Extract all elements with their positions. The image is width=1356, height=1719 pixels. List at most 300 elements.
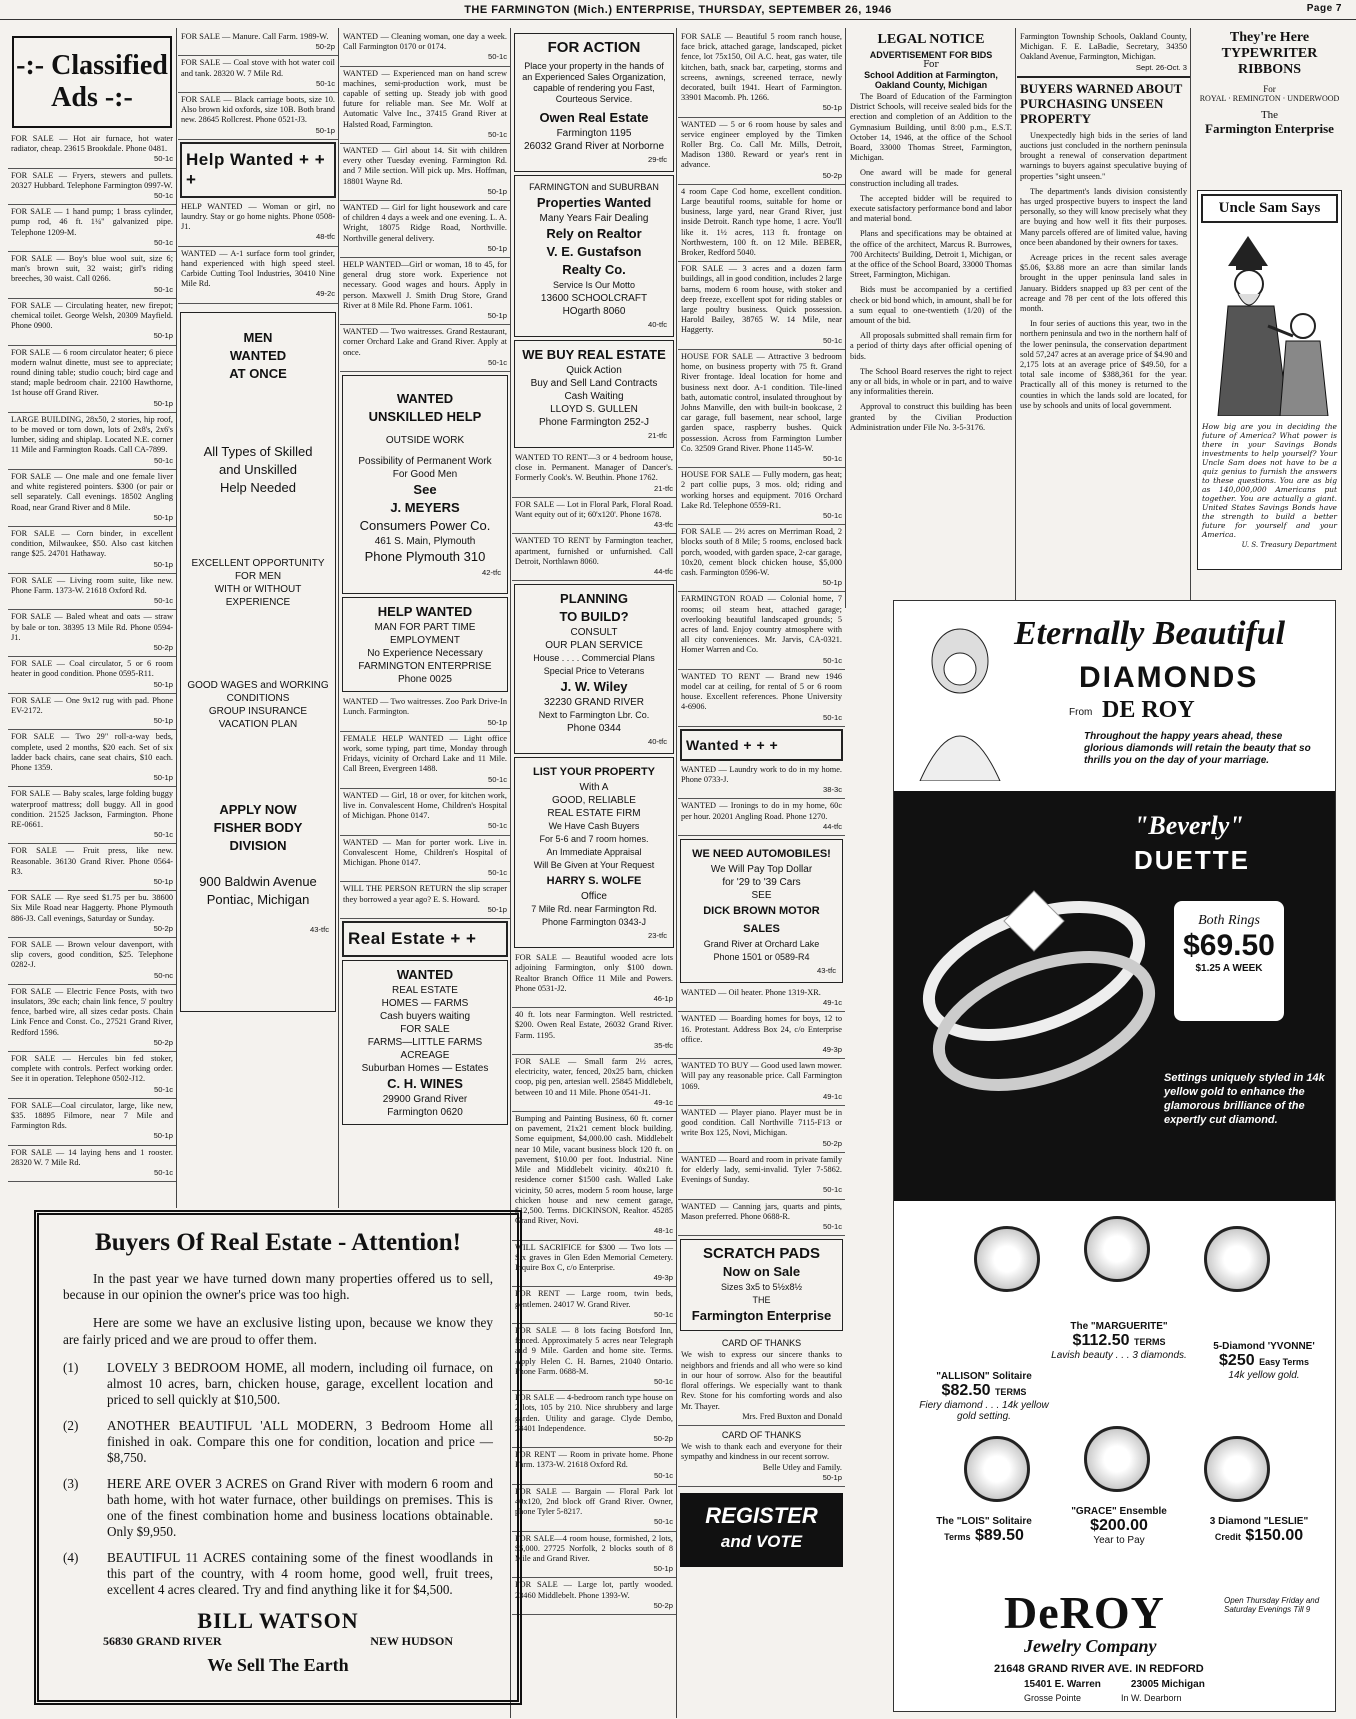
allison-name: "ALLISON" Solitaire (936, 1371, 1032, 1382)
ad-text: WANTED — Girl, 18 or over, for kitchen work, live in. Convalescent Home, Children's Hospital of Michigan. Phone 0147. (343, 790, 507, 821)
classified-ad (8, 574, 176, 611)
duette-weekly: $1.25 A WEEK (1195, 963, 1263, 974)
ad-text: FOR SALE — Fruit press, like new. Reasonable. 36130 Grand River. Phone 0564-R3. (11, 846, 173, 876)
ad-line: MAN FOR PART TIME EMPLOYMENT (374, 622, 476, 647)
ad-text: FOR SALE — 6 room circulator heater; 6 piece modern walnut dinette, must see to appreciate; round dining table; studio couch; bird cage and stand; maple bedroom chair. 22100 Hawthorne, 1st house off Grand River. (11, 347, 173, 398)
classified-ad (678, 1059, 845, 1106)
ad-line: RIBBONS (1237, 62, 1302, 77)
buyers-listings (63, 1360, 493, 1598)
ad-line: TO BUILD? (559, 609, 629, 625)
classified-ads-header: -:- Classified Ads -:- (12, 36, 172, 128)
classified-ad (678, 1153, 845, 1200)
ad-tag: 21-tfc (654, 483, 673, 493)
ad-line: Cash Waiting (564, 391, 624, 402)
ad-text: WANTED — Man for porter work. Live in. Convalescent Home, Children's Hospital of Michigan. Phone 0147. (343, 837, 507, 867)
ad-tag: 50-2p (822, 1138, 842, 1148)
ad-text: FOR SALE — Coal circulator, 5 or 6 room heater in good condition. Phone 0595-R11. (11, 659, 173, 679)
classified-ad (512, 1578, 676, 1615)
ad-text: 4 room Cape Cod home, excellent condition. Large beautiful rooms, suitable for home or business, large yard, near Grand River, just inside Detroit. Ranch type home, 1 acre. You'll like it. 1½ acres, 113 ft. frontage on Northwestern, 100 ft. on 12 Mile. BEBER, Broker, Redford 5040. (681, 186, 842, 258)
ad-text: FOR SALE — Rye seed $1.75 per bu. 38600 Six Mile Road near Haggerty. Phone Plymouth 886-J3. Call evenings, Saturday or Sunday. (11, 893, 173, 923)
ad-text: WANTED TO RENT—3 or 4 bedroom house, close in. Permanent. Manager of Dancer's. Formerly Cook's. W. Beuthin. Phone 1762. (515, 453, 673, 483)
ad-line: REAL ESTATE (392, 984, 458, 996)
listing-number: (2) (63, 1417, 79, 1433)
ad-line: GOOD, RELIABLE (552, 795, 636, 807)
ad-line: For (1263, 84, 1276, 94)
ad-tag: 49-1c (823, 1091, 842, 1101)
listing-item (63, 1549, 493, 1598)
ad-line: FOR SALE (400, 1023, 450, 1035)
legal-date: Sept. 26-Oct. 3 (1135, 62, 1187, 72)
ad-line: An Immediate Appraisal (546, 847, 642, 858)
yvonne-desc: 14k yellow gold. (1228, 1370, 1300, 1381)
ad-list (340, 695, 510, 919)
branch: 23005 Michigan (1130, 1679, 1205, 1690)
ad-tag: 50-1p (153, 512, 173, 522)
classified-ad (678, 468, 845, 525)
ad-text: FOR SALE — Hot air furnace, hot water radiator, cheap. 23615 Brookdale. Phone 0481. (11, 134, 173, 154)
ad-tag: 50-1c (488, 868, 507, 878)
buyers-paragraph: Here are some we have an exclusive listing upon, because we know they are fairly priced and we are proud to offer them. (63, 1315, 493, 1347)
ad-text: FEMALE HELP WANTED — Light office work, some typing, part time, Monday through Fridays, vicinity of Orchard Lake and 11 Mile. Call Breen, Evergreen 1488. (343, 733, 507, 774)
ad-list (178, 30, 338, 140)
classified-ad (340, 325, 510, 372)
ad-text: HOUSE FOR SALE — Fully modern, gas heat; 2 part collie pups, 3 mos. old; riding and working horses and equipment. 7016 Orchard Lake Rd. Telephone 0559-R1. (681, 470, 842, 510)
ad-text: FOR SALE — Small farm 2½ acres, electricity, water, fenced, 20x25 barn, chicken coop, pig pen, artesian well. 25845 Middlebelt, between 10 and 11 Mile. Phone 0541-J1. (515, 1057, 673, 1097)
settings-text: Settings uniquely styled in 14k yellow gold to enhance the glamorous brilliance of the expertly cut diamond. (1164, 1072, 1325, 1126)
bride-illustration (900, 611, 1020, 781)
ad-text: FOR SALE — Living room suite, like new. Phone Farm. 1373-W. 21618 Oxford Rd. (11, 575, 173, 595)
ad-text: FOR SALE — Black carriage boots, size 10. Also brown kid oxfords, size 10B. Both brand new. 28645 Rollcrest. Phone 0521-J3. (181, 95, 335, 125)
classified-ad (512, 1055, 676, 1112)
register-vote-ad (680, 1493, 843, 1567)
ad-text: FOR RENT — Room in private home. Phone Farm. 1373-W. 21618 Oxford Rd. (515, 1450, 673, 1470)
column-rule (338, 28, 339, 1208)
ad-text: FOR SALE — Baled wheat and oats — straw by bale or ton. 38395 13 Mile Rd. Phone 0594-J1. (11, 612, 173, 642)
classified-ad (340, 789, 510, 836)
column-6 (678, 30, 845, 1719)
ad-tag: 50-1c (154, 191, 173, 201)
thanks-heading: CARD OF THANKS (721, 1429, 802, 1440)
ad-line: GROUP INSURANCE (208, 705, 308, 717)
legal-for: For (923, 60, 939, 70)
classified-ad (512, 1485, 676, 1532)
ad-text: HOUSE FOR SALE — Attractive 3 bedroom home, on business property with 75 ft. Grand River frontage. Ideal location for home and business next door. A-1 condition. Tile-lined bath, automatic control, insulated throughout by Johns Manville, den with built-in bookcase, 2 car garage, full basement, near school, large garden space, raspberry bushes. Quick possession. Across from Farmington Lumber Co. 32509 Grand River. Phone 1145-W. (681, 351, 842, 453)
owen-action-ad (514, 33, 674, 172)
ad-line: WANTED (396, 391, 454, 407)
ad-tag: 50-2p (153, 1037, 173, 1047)
ad-tag: 50-1c (154, 1168, 173, 1178)
ad-text: Bumping and Painting Business, 60 ft. corner on pavement, 21x21 cement block building. Some equipment, $4,000.00 cash. Middlebelt near 10 Mile, vacant business block 120 ft. on pavement, $10.00 per foot. Industrial. Nine Mile and Middlebelt vicinity. 40x210 ft. residence corner $1500 cash. Walled Lake vicinity, 50 acres, modern 5 room house, large chicken house and new cement garage, $12,500. Terms. DICKINSON, Realtor. 45285 Grand River, Novi. (515, 1114, 673, 1226)
ad-line: HOMES — FARMS (381, 997, 469, 1009)
thanks-text: We wish to express our sincere thanks to neighbors and friends and all who were so kind in our hour of sorrow. Also for the beautiful floral offerings. We especially want to thank Rev. Stone for his comforting words and also Mr. Thayer. (681, 1350, 842, 1411)
ad-text: FOR SALE — 4-bedroom ranch type house on 2 lots, 105 by 210. Nice shrubbery and large garden. Utility and garage. Clyde Dembo, 28401 Independence. (515, 1393, 673, 1433)
ad-tag: 50-1p (153, 877, 173, 886)
legal-school: School Addition at Farmington, Oakland County, Michigan (864, 70, 998, 90)
ad-tag: 40-tfc (648, 737, 667, 747)
column-1 (8, 30, 176, 1210)
classified-ad (178, 247, 338, 304)
ad-line: ACREAGE (400, 1049, 450, 1061)
classified-ad (178, 93, 338, 140)
classified-ad (512, 1532, 676, 1579)
ad-tag: 50-1c (823, 1222, 842, 1232)
uncle-sam-ad (1197, 190, 1342, 570)
classified-ad (178, 56, 338, 93)
classified-ad (678, 525, 845, 592)
ad-line: Phone Plymouth 310 (364, 549, 486, 565)
listing-number: (1) (63, 1359, 79, 1375)
ad-tag: 40-tfc (648, 320, 667, 329)
buyers-address (63, 1634, 493, 1649)
help-wanted-header: Help Wanted + + + (180, 142, 336, 198)
classified-ad (678, 262, 845, 350)
lois-name: The "LOIS" Solitaire (936, 1516, 1032, 1527)
ring-illustration (1204, 1436, 1270, 1502)
ad-line: FARMINGTON and SUBURBAN (529, 182, 659, 192)
ad-line: Possibility of Permanent Work (358, 456, 492, 468)
ad-text: WANTED — Two waitresses. Zoo Park Drive-In Lunch. Farmington. (343, 697, 507, 717)
ad-line: Phone Farmington 252-J (538, 417, 650, 428)
lois-block (914, 1516, 1054, 1545)
yvonne-name: 5-Diamond 'YVONNE' (1213, 1341, 1315, 1352)
ad-tag: 50-nc (154, 970, 173, 980)
ad-tag: 50-1c (823, 453, 842, 463)
classified-ad (512, 1448, 676, 1485)
ad-tag: 50-1p (487, 186, 507, 196)
ad-text: FOR SALE — Large lot, partly wooded. 23460 Middlebelt. Phone 1393-W. (515, 1580, 673, 1600)
buyers-title: Buyers Of Real Estate - Attention! (95, 1229, 461, 1256)
ad-list (340, 30, 510, 372)
paragraph: Approval to construct this building has been granted by the Civilian Production Administration under File No. 3-5-3176. (850, 402, 1012, 432)
ad-tag: 21-tfc (648, 431, 667, 440)
ad-line: DICK BROWN MOTOR SALES (703, 905, 820, 936)
wolfe-ad (514, 757, 674, 948)
ad-text: FOR SALE — Beautiful wooded acre lots adjoining Farmington, only $100 down. Realtor Branch Office 11 Mile and Powers. Phone 0531-J2. (515, 953, 673, 993)
ad-tag: 50-1c (316, 78, 335, 88)
classified-ad (512, 1241, 676, 1288)
deroy-headline: Eternally Beautiful (1014, 615, 1286, 652)
ad-line: Farmington 0620 (387, 1106, 463, 1118)
classified-ad (8, 730, 176, 787)
buyers-paragraph: In the past year we have turned down many properties offered us to sell, because in our opinion the owner's price was too high. (63, 1271, 493, 1303)
ad-tag: 44-tfc (654, 567, 673, 577)
ad-tag: 50-1c (154, 596, 173, 606)
warned-headline: BUYERS WARNED ABOUT PURCHASING UNSEEN PROPERTY (1017, 76, 1190, 129)
ad-line: and Unskilled (218, 461, 298, 477)
ad-line: We Have Cash Buyers (548, 821, 640, 832)
ad-text: HELP WANTED—Girl or woman, 18 to 45, for general drug store work. Experience not necessary. Good wages and hours. Apply in person. Maxwell J. Smith Drug Store, Grand River at 8 Mile Rd. Phone Farm. 1061. (343, 260, 507, 310)
ad-line: Rely on Realtor (546, 226, 642, 241)
ad-line: Pontiac, Michigan (206, 891, 310, 907)
ad-tag: 35-tfc (654, 1040, 673, 1050)
ad-tag: 38-3c (823, 785, 842, 795)
both-rings: Both Rings (1198, 913, 1260, 928)
classified-ad (678, 799, 845, 836)
ad-line: House . . . . Commercial Plans (533, 653, 655, 664)
ad-line: All Types of Skilled (203, 443, 313, 459)
ad-line: Suburban Homes — Estates (361, 1062, 489, 1074)
classified-ad (340, 201, 510, 258)
ad-tag: 50-2p (653, 1600, 673, 1610)
ad-tag: 50-1c (488, 129, 507, 139)
column-rule (845, 28, 846, 608)
listing-item (63, 1359, 493, 1408)
allison-price: $82.50 (941, 1382, 991, 1399)
ad-tag: 50-1c (488, 52, 507, 62)
classified-ad (8, 413, 176, 470)
classified-ad (340, 732, 510, 789)
classified-ad (8, 657, 176, 694)
ad-text: FOR SALE — One 9x12 rug with pad. Phone EV-2172. (11, 695, 173, 715)
paragraph: The Board of Education of the Farmington District Schools, will receive sealed bids for the erection and completion of an Addition to the Gymnasium Building, until 8:00 p.m., E.S.T. October 14, 1946, at the office of the School Board, 33000 Thomas Street, Farmington, Michigan. (850, 92, 1012, 163)
ad-tag: 23-tfc (648, 931, 667, 941)
ad-text: WILL SACRIFICE for $300 — Two lots — Six graves in Glen Eden Memorial Cemetery. Inquire Box C, c/o Enterprise. (515, 1242, 673, 1272)
ad-line: Phone 0025 (398, 674, 452, 686)
ad-tag: 50-1p (153, 331, 173, 341)
bill-watson: BILL WATSON (197, 1607, 359, 1633)
ad-text: WANTED — Board and room in private family for elderly lady, semi-invalid. Tyler 7-5862. Evenings of Sunday. (681, 1154, 842, 1185)
column-7 (847, 30, 1015, 610)
lois-terms: Terms (944, 1532, 971, 1542)
legal-sign-text: Farmington Township Schools, Oakland County, Michigan. F. E. LaBadie, Secretary, 34350 Oakland Avenue, Farmington, Michigan. (1020, 32, 1187, 62)
ad-tag: 50-1c (154, 237, 173, 247)
deroy-diamonds-ad (893, 600, 1336, 1712)
ad-line: FOR MEN (234, 570, 282, 582)
classified-ad (340, 836, 510, 883)
ad-tag: 50-1p (153, 773, 173, 783)
ad-line: GOOD WAGES and WORKING (187, 679, 329, 691)
ad-line: REGISTER (705, 1502, 818, 1528)
deroy-branches (1024, 1679, 1205, 1690)
leslie-price: $150.00 (1245, 1527, 1304, 1544)
ad-text: WANTED TO BUY — Good used lawn mower. Will pay any reasonable price. Call Farmington 1069. (681, 1061, 842, 1091)
ad-text: FOR SALE — 1 hand pump; 1 brass cylinder, pump rod, 46 ft. 1¼" galvanized pipe. Telephone 1209-M. (11, 207, 173, 237)
classified-ad (8, 205, 176, 252)
ad-tag: 50-1c (823, 335, 842, 345)
classified-ad (512, 451, 676, 498)
ad-text: WANTED — Girl for light housework and care of children 4 days a week and one evening. L. A. Wright, 18075 Ridge Road, Northville. Northville general delivery. (343, 203, 507, 243)
ad-tag: 29-tfc (648, 155, 667, 164)
ad-line: TYPEWRITER (1221, 46, 1318, 61)
column-rule (176, 28, 177, 1208)
card-of-thanks (678, 1426, 845, 1487)
deroy-from: From (1069, 707, 1093, 718)
ad-line: FISHER BODY (213, 819, 303, 835)
ad-tag: 49-1c (823, 998, 842, 1008)
grace-block (1054, 1506, 1184, 1546)
ad-text: FOR SALE — Beautiful 5 room ranch house, face brick, attached garage, landscaped, picket fence, lot 75x150, Oil A.C. heat, gas water, tile kitchen, bath, snack bar, carpeting, storms and screens, awnings, screened terrace, newly decorated, built 1941. Heart of Farmington. 33901 Macomb. Ph. 1266. (681, 32, 842, 103)
ad-line: SEE (751, 890, 772, 902)
ad-line: MEN (243, 329, 273, 345)
ad-line: They're Here (1229, 30, 1310, 45)
ad-line: FARMINGTON ENTERPRISE (358, 661, 492, 673)
classified-ad (340, 258, 510, 325)
ad-line: J. W. Wiley (560, 679, 628, 695)
ad-line: J. MEYERS (390, 500, 460, 516)
ad-tag: 43-tfc (310, 924, 329, 934)
ad-text: FOR SALE — Baby scales, large folding buggy waterproof mattress; doll buggy. All in good condition. 21525 Jackson, Farmington. Phone RE-0661. (11, 789, 173, 829)
warned-body (1017, 129, 1190, 414)
ad-tag: 50-1c (823, 712, 842, 722)
ad-text: FOR SALE — Circulating heater, new firepot; chemical toilet. George Welsh, 20309 Mayfield. Phone 0900. (11, 300, 173, 331)
ad-line: HOgarth 8060 (562, 306, 626, 317)
ad-text: FOR SALE — Fryers, stewers and pullets. 20327 Hubbard. Telephone Farmington 0997-W. (11, 170, 173, 190)
ad-line: PLANNING (560, 591, 628, 607)
ad-tag: 43-tfc (654, 520, 673, 530)
ad-line: DIVISION (229, 837, 287, 853)
ad-tag: 50-2p (153, 642, 173, 652)
branch: 15401 E. Warren (1024, 1679, 1101, 1690)
typewriter-ad: They're Here TYPEWRITER RIBBONS For ROYAL · REMINGTON · UNDERWOOD The Farmington Enterprise (1192, 30, 1347, 137)
ad-text: FOR SALE — Two 29" roll-a-way beds, complete, used 2 months, $20 each. Set of six ladder back chairs, cane seat chairs, $10 each. Phone 1359. (11, 732, 173, 772)
ad-line: See (413, 482, 437, 498)
ad-line: Special Price to Veterans (543, 666, 645, 677)
ad-tag: 49-3p (822, 1045, 842, 1055)
ad-line: No Experience Necessary (367, 648, 483, 660)
price-tag (1174, 901, 1284, 1021)
ad-line: V. E. Gustafson (546, 244, 642, 259)
ad-text: HELP WANTED — Woman or girl, no laundry. Stay or go home nights. Phone 0508-J1. (181, 201, 335, 232)
ad-line: and VOTE (720, 1531, 803, 1551)
ad-tag: 49-1c (654, 1097, 673, 1107)
ad-text: WANTED — Canning jars, quarts and pints, Mason preferred. Phone 0688-R. (681, 1201, 842, 1221)
ad-tag: 50-2p (315, 42, 335, 52)
ad-tag: 50-1p (487, 904, 507, 914)
ad-line: UNDERWOOD (1287, 94, 1340, 103)
marguerite-price: $112.50 (1072, 1332, 1130, 1349)
ad-list (512, 451, 676, 581)
ad-line: Farmington Enterprise (691, 1308, 832, 1324)
ad-tag: 44-tfc (823, 821, 842, 831)
real-estate-header: Real Estate + + (342, 921, 508, 957)
ad-tag: 49-2c (316, 289, 335, 299)
classified-ad (678, 986, 845, 1012)
ad-line: for '29 to '39 Cars (722, 877, 801, 889)
ad-tag: 48-1c (654, 1226, 673, 1236)
wines-ad (342, 960, 508, 1125)
ad-tag: 50-1p (487, 717, 507, 727)
ad-tag: 50-1p (653, 1564, 673, 1574)
ad-tag: 50-2p (153, 923, 173, 933)
ad-tag: 50-1p (153, 1131, 173, 1141)
meyers-ad (342, 375, 508, 594)
ad-tag: 50-1p (153, 559, 173, 569)
ad-tag: 50-1c (488, 774, 507, 784)
ad-line: Office (581, 891, 607, 903)
ring-illustration (1084, 1216, 1150, 1282)
classified-ad (178, 200, 338, 247)
column-rule (1190, 28, 1191, 608)
ad-text: FOR RENT — Large room, twin beds, gentlemen. 24017 W. Grand River. (515, 1289, 673, 1309)
listing-number: (3) (63, 1475, 79, 1491)
buyers-town: NEW HUDSON (370, 1633, 453, 1648)
ad-line: EXPERIENCE (225, 596, 291, 608)
paragraph: The department's lands division consistently has urged prospective buyers to inspect the land personally, so they will know precisely what they are buying and how well it fits their purposes. Many parcels offered are of limited value, having once been abandoned by their owners for taxes. (1020, 186, 1187, 247)
ad-line: Farmington 1195 (556, 128, 632, 139)
ad-text: FOR SALE — 14 laying hens and 1 rooster. 28320 W. 7 Mile Rd. (11, 1147, 173, 1167)
wanted-header: Wanted + + + (680, 729, 843, 761)
deroy-brand: DE ROY (1102, 697, 1195, 723)
deroy-intro: Throughout the happy years ahead, these glorious diamonds will retain the beauty that so thrills you on the day of your marriage. (1084, 731, 1311, 766)
classified-ad (512, 1324, 676, 1391)
classified-ad (8, 470, 176, 527)
scratch-pads-ad (680, 1239, 843, 1331)
ad-line: WANTED (229, 347, 287, 363)
ad-tag: 50-1c (154, 830, 173, 840)
ad-line: 13600 SCHOOLCRAFT (540, 293, 648, 304)
ad-text: WANTED — Laundry work to do in my home. Phone 0733-J. (681, 764, 842, 784)
ad-tag: 50-1c (654, 1309, 673, 1319)
classified-ad (340, 695, 510, 732)
ad-text: WANTED — A-1 surface form tool grinder, hand experienced with high speed steel. Carbide Cutting Tool Industries, 30410 Nine Mile Rd. (181, 248, 335, 289)
paragraph: All proposals submitted shall remain firm for a period of thirty days after official opening of bids. (850, 331, 1012, 361)
ad-line: AT ONCE (229, 365, 287, 381)
card-of-thanks (678, 1334, 845, 1426)
ad-line: Phone Farmington 0343-J (541, 917, 647, 928)
ad-tag: 50-1c (488, 821, 507, 831)
ad-list (678, 763, 845, 836)
ad-line: 7 Mile Rd. near Farmington Rd. (531, 904, 657, 915)
allison-terms: TERMS (994, 1387, 1027, 1397)
uncle-sam-source: U. S. Treasury Department (1241, 541, 1337, 549)
classified-ad (8, 610, 176, 657)
ring-illustration (964, 1436, 1030, 1502)
column-7b (1017, 30, 1190, 610)
ad-line: 29900 Grand River (382, 1093, 468, 1105)
classified-ad (512, 1391, 676, 1448)
buyers-addr: 56830 GRAND RIVER (103, 1633, 222, 1648)
ad-line: OUTSIDE WORK (385, 435, 465, 447)
ad-text: FOR SALE — Corn binder, in excellent condition, Milwaukee, $50. Also cast kitchen range $25. 24701 Hathaway. (11, 528, 173, 559)
ad-line: 461 S. Main, Plymouth (374, 536, 476, 548)
listing-item (63, 1417, 493, 1466)
listing-text: LOVELY 3 BEDROOM HOME, all modern, including oil furnace, on almost 10 acres, barn, chicken house, garage, excellent location and priced to sell quickly at $10,500. (107, 1359, 493, 1407)
branch-area: In W. Dearborn (1121, 1693, 1182, 1703)
ad-text: FARMINGTON ROAD — Colonial home, 7 rooms; oil steam heat, attached garage; overlooking beautiful landscaped grounds; 5 acres of land. Enjoy country atmosphere with all city conveniences. Mr. Jarvis, CA-0321. Homer Warren and Co. (681, 594, 842, 655)
marguerite-block (1044, 1321, 1194, 1361)
page-number: Page 7 (1306, 3, 1342, 14)
legal-signature (1017, 30, 1190, 76)
paragraph: The School Board reserves the right to reject any or all bids, in whole or in part, and to waive any informalities therein. (850, 366, 1012, 397)
deroy-address: 21648 GRAND RIVER AVE. IN REDFORD (994, 1663, 1204, 1675)
ad-line: REAL ESTATE FIRM (547, 808, 641, 820)
duette-panel (894, 791, 1336, 1201)
marguerite-name: The "MARGUERITE" (1070, 1321, 1168, 1332)
column-rule (676, 28, 677, 1718)
duette-price: $69.50 (1183, 929, 1275, 962)
listing-text: ANOTHER BEAUTIFUL 'ALL MODERN, 3 Bedroom Home all finished in oak. Compare this one for condition, location and price — $8,750. (107, 1417, 493, 1465)
ad-line: LLOYD S. GULLEN (550, 404, 638, 415)
ad-text: WANTED — Two waitresses. Grand Restaurant, corner Orchard Lake and Grand River. Apply at once. (343, 327, 507, 357)
ad-line: For 5-6 and 7 room homes. (539, 834, 649, 845)
enterprise-help-ad (342, 597, 508, 692)
ad-line: 900 Baldwin Avenue (199, 873, 317, 889)
ad-text: FOR SALE—4 room house, formished, 2 lots, $5,000. 27725 Norfolk, 2 blocks south of 8 Mile and Grand River. (515, 1533, 673, 1563)
classified-ad (512, 1112, 676, 1240)
duette-label: DUETTE (1134, 845, 1250, 875)
classified-ad (8, 527, 176, 574)
ad-tag: 50-1p (822, 578, 842, 588)
ad-tag: 50-1p (153, 679, 173, 689)
ad-tag: 49-3p (653, 1273, 673, 1283)
ad-line: THE (752, 1295, 771, 1306)
classified-ad (8, 1146, 176, 1183)
uncle-sam-text: How big are you in deciding the future of America? What power is there in your Savings Bonds investments to help yourself? Your Uncle Sam does not have to be a quiz genius to furnish the answers to these questions. You are as big as 140,000,000 Americans put together. You are actually a giant. United States Savings Bonds have the strength to build a better future for yourself and your America. (1202, 422, 1337, 539)
grace-terms: Year to Pay (1093, 1535, 1145, 1546)
yvonne-block (1194, 1341, 1334, 1381)
ad-line: Place your property in the hands of an Experienced Sales Organization, capable of rendering you Fast, Courteous Service. (522, 61, 666, 104)
ad-line: Realty Co. (562, 262, 626, 277)
